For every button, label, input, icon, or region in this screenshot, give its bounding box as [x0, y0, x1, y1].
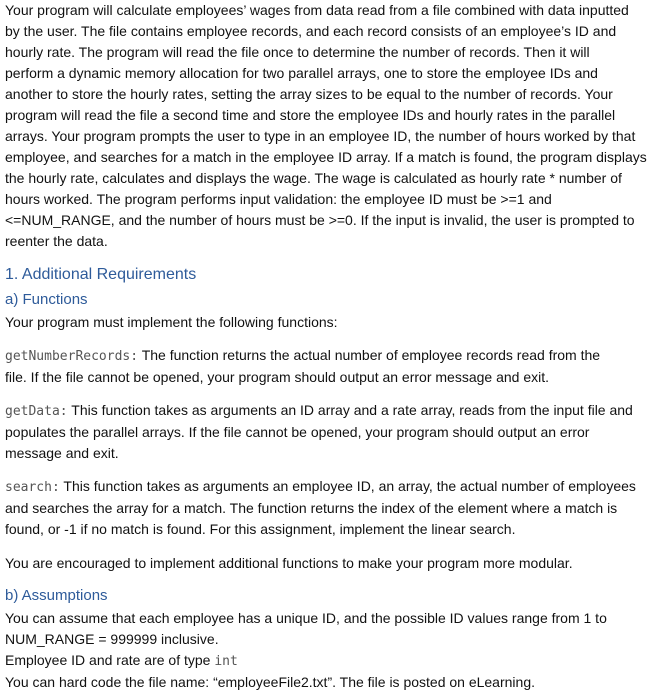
- function-name-code: getData:: [5, 404, 68, 419]
- functions-intro: [5, 312, 665, 333]
- function-text: This function takes as arguments an ID array and a rate array, reads from the input file and: [67, 402, 633, 418]
- assumption-type-text: Employee ID and rate are of type: [5, 652, 215, 668]
- subsection-heading-assumptions: b) Assumptions: [5, 587, 108, 604]
- intro-line: employee, and searches for a match in the employee ID array. If a match is found, the program displays: [5, 149, 647, 165]
- assumptions-paragraph: [5, 608, 665, 693]
- intro-line: hours worked. The program performs input validation: the employee ID must be >=1 and: [5, 191, 552, 207]
- function-description-getdata: [5, 400, 665, 464]
- function-line: message and exit.: [5, 445, 119, 461]
- assumption-line: NUM_RANGE = 999999 inclusive.: [5, 631, 219, 647]
- function-text: The function returns the actual number of employee records read from the: [138, 347, 601, 363]
- type-int-code: int: [214, 654, 238, 669]
- function-line: populates the parallel arrays. If the file cannot be opened, your program should output an error: [5, 424, 590, 440]
- intro-line: hourly rate. The program will read the file once to determine the number of records. Then it will: [5, 44, 590, 60]
- intro-line: reenter the data.: [5, 233, 108, 249]
- intro-line: arrays. Your program prompts the user to type in an employee ID, the number of hours worked by that: [5, 128, 636, 144]
- function-first-line: [5, 476, 665, 498]
- document-page: [5, 0, 665, 693]
- intro-line: the hourly rate, calculates and displays the wage. The wage is calculated as hourly rate * number of: [5, 170, 622, 186]
- assumption-type-line: [5, 650, 665, 672]
- function-line: found, or -1 if no match is found. For this assignment, implement the linear search.: [5, 521, 516, 537]
- function-name-code: getNumberRecords:: [5, 349, 139, 364]
- intro-paragraph: [5, 0, 665, 252]
- function-first-line: [5, 345, 665, 367]
- functions-intro-line: Your program must implement the following functions:: [5, 314, 338, 330]
- function-description-search: [5, 476, 665, 540]
- intro-line: another to store the hourly rates, setting the array sizes to be equal to the number of records. Your: [5, 86, 613, 102]
- function-description-getnumberrecords: [5, 345, 665, 388]
- assumption-line: You can assume that each employee has a unique ID, and the possible ID values range from 1 to: [5, 610, 607, 626]
- assumption-hardcode-line: You can hard code the file name: “employeeFile2.txt”. The file is posted on eLearning.: [5, 674, 535, 690]
- function-line: and searches the array for a match. The function returns the index of the element where a match is: [5, 500, 618, 516]
- encourage-line: You are encouraged to implement additional functions to make your program more modular.: [5, 555, 573, 571]
- function-name-code: search:: [5, 480, 60, 495]
- function-first-line: [5, 400, 665, 422]
- intro-line: program will read the file a second time and store the employee IDs and hourly rates in the parallel: [5, 107, 616, 123]
- encourage-paragraph: [5, 553, 665, 574]
- function-line: file. If the file cannot be opened, your program should output an error message and exit.: [5, 369, 549, 385]
- subsection-heading-functions: a) Functions: [5, 291, 88, 308]
- intro-line: Your program will calculate employees’ wages from data read from a file combined with data inputted: [5, 2, 629, 18]
- section-heading-additional-requirements: 1. Additional Requirements: [5, 266, 197, 283]
- intro-line: <=NUM_RANGE, and the number of hours must be >=0. If the input is invalid, the user is prompted to: [5, 212, 635, 228]
- function-text: This function takes as arguments an employee ID, an array, the actual number of employees: [59, 478, 636, 494]
- intro-line: by the user. The file contains employee records, and each record consists of an employee’s ID and: [5, 23, 617, 39]
- intro-line: perform a dynamic memory allocation for two parallel arrays, one to store the employee IDs and: [5, 65, 598, 81]
